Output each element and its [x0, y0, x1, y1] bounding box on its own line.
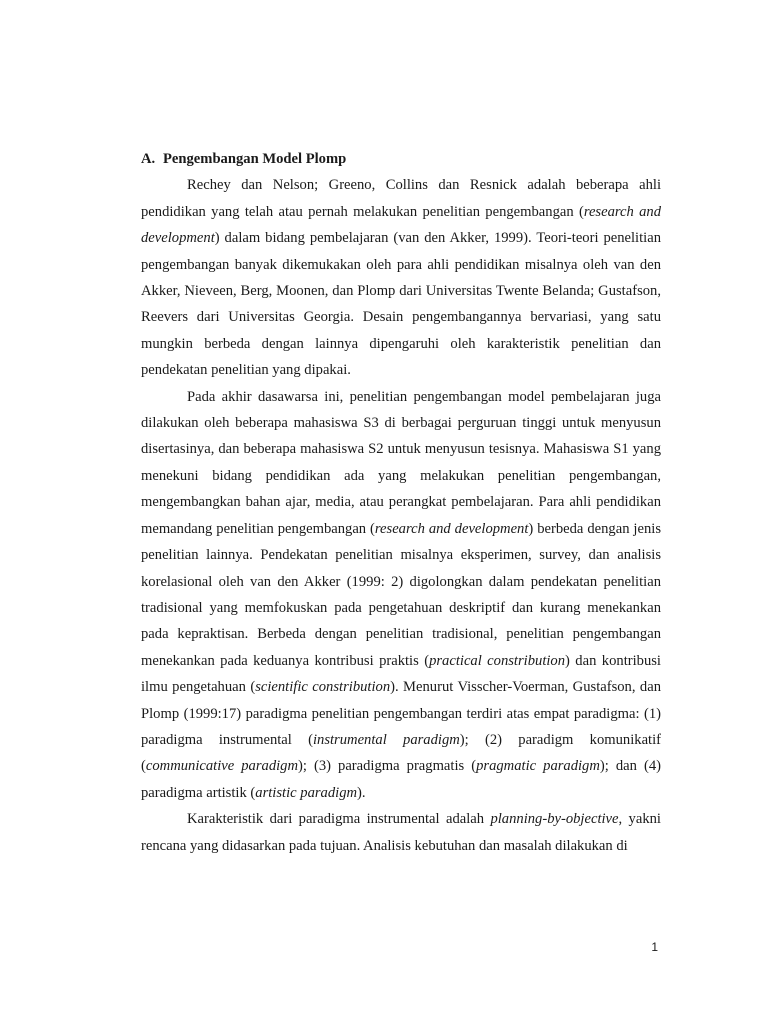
italic-term: practical constribution	[429, 652, 566, 669]
italic-term: research and development	[374, 520, 529, 537]
text-run: Rechey dan Nelson; Greeno, Collins dan Resnick adalah beberapa ahli pendidikan yang telah atau pernah melakukan penelitian pengembangan (	[141, 177, 661, 220]
text-run: Pada akhir dasawarsa ini, penelitian pengembangan model pembelajaran juga dilakukan oleh beberapa mahasiswa S3 di berbagai perguruan tinggi untuk menyusun disertasinya, dan beberapa mahasiswa S2 untuk menyusun tesisnya. Mahasiswa S1 yang menekuni bidang pendidikan ada yang melakukan penelitian pengembangan, mengembangkan bahan ajar, media, atau perangkat pembelajaran. Para ahli pendidikan memandang penelitian pengembangan (	[141, 388, 661, 537]
paragraph-3	[141, 806, 661, 859]
text-run: , yakni rencana yang didasarkan pada tujuan. Analisis kebutuhan dan masalah dilakukan di	[141, 811, 661, 854]
section-heading	[141, 146, 661, 172]
italic-term: pragmatic paradigm	[476, 758, 600, 775]
text-run: ). Menurut Visscher-Voerman, Gustafson, dan Plomp (1999:17) paradigma penelitian pengembangan terdiri atas empat paradigma: (1) paradigma instrumental (	[141, 679, 661, 748]
text-run: ) berbeda dengan jenis penelitian lainnya. Pendekatan penelitian misalnya eksperimen, survey, dan analisis korelasional oleh van den Akker (1999: 2) digolongkan dalam pendekatan penelitian tradisional yang memfokuskan pada pengetahuan deskriptif dan kurang menekankan pada kepraktisan. Berbeda dengan penelitian tradisional, penelitian pengembangan menekankan pada keduanya kontribusi praktis (	[141, 520, 661, 669]
paragraph-1	[141, 172, 661, 383]
section-number: A.	[141, 151, 156, 167]
italic-term: instrumental paradigm	[312, 731, 460, 748]
text-run: ); (3) paradigma pragmatis (	[298, 758, 477, 775]
italic-term: artistic paradigm	[255, 784, 358, 801]
text-run: ); dan (4) paradigma artistik (	[141, 758, 661, 801]
text-run: ) dan kontribusi ilmu pengetahuan (	[141, 652, 661, 696]
text-run: Karakteristik dari paradigma instrumental adalah	[187, 811, 491, 828]
document-body	[141, 146, 661, 859]
page-number: 1	[651, 940, 658, 954]
text-run: ); (2) paradigm komunikatif (	[141, 731, 662, 775]
section-title: Pengembangan Model Plomp	[163, 151, 347, 167]
italic-term: scientific constribution	[255, 679, 391, 696]
italic-term: planning-by-objective	[490, 811, 619, 828]
paragraph-2	[141, 384, 661, 807]
text-run: ) dalam bidang pembelajaran (van den Akker, 1999). Teori-teori penelitian pengembangan banyak dikemukakan oleh para ahli pendidikan misalnya oleh van den Akker, Nieveen, Berg, Moonen, dan Plomp dari Universitas Twente Belanda; Gustafson, Reevers dari Universitas Georgia. Desain pengembangannya bervariasi, yang satu mungkin berbeda dengan lainnya dipengaruhi oleh karakteristik penelitian dan pendekatan penelitian yang dipakai.	[141, 230, 661, 379]
italic-term: research and development	[141, 203, 661, 247]
text-run: ).	[357, 784, 366, 801]
italic-term: communicative paradigm	[145, 758, 299, 775]
